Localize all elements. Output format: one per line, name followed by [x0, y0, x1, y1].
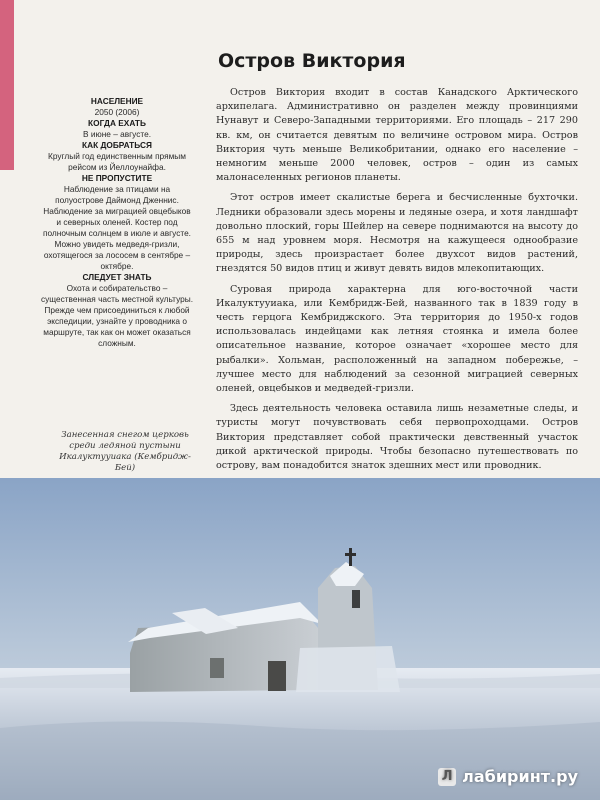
watermark	[438, 767, 578, 786]
when-label: КОГДА ЕХАТЬ	[88, 118, 146, 128]
labirint-logo-icon: Л	[438, 768, 456, 786]
dont-miss-value: Наблюдение за птицами на полуострове Даймонд Дженнис. Наблюдение за миграцией овцебыков и северных оленей. Костер под полночным солнцем в июле и августе. Можно увидеть медведя-гризли, охотящегося за лососем в сентябре – октябре.	[42, 184, 191, 271]
watermark-text: лабиринт.ру	[462, 767, 578, 786]
photo-caption: Занесенная снегом церковь среди ледяной пустыни Икалуктууиака (Кембридж-Бей)	[59, 430, 191, 473]
paragraph: Этот остров имеет скалистые берега и бесчисленные бухточки. Ледники образовали здесь морены и ледяные озера, и хотя ландшафт довольно плоский, горы Шейлер на севере поднимаются на высоту до 655 м над уровнем моря. Несмотря на кажущееся однообразие природы, здесь произрастает более двухсот видов растений, гнездятся 50 видов птиц и живут девять видов млекопитающих.	[216, 192, 578, 275]
know-label: СЛЕДУЕТ ЗНАТЬ	[82, 272, 152, 282]
accent-tab	[0, 0, 14, 170]
page-title: Остров Виктория	[218, 50, 406, 72]
paragraph: Здесь деятельность человека оставила лишь незаметные следы, и туристы могут почувствовать себя первопроходцами. Остров Виктория представляет собой практически девственный участок дикой арктической природы. Чтобы безопасно путешествовать по острову, вам понадобится знаток здешних мест или проводник.	[216, 403, 578, 472]
know-value: Охота и собирательство – существенная часть местной культуры. Прежде чем присоединиться к любой экспедиции, узнайте у проводника о маршруте, так как он может оказаться сложным.	[40, 283, 194, 348]
when-value: В июне – августе.	[83, 129, 151, 139]
population-value: 2050 (2006)	[94, 107, 140, 117]
snow-church-illustration	[0, 478, 600, 800]
paragraph: Суровая природа характерна для юго-восточной части Икалуктууиака, или Кембридж-Бей, названного так в 1839 году в честь герцога Кембриджского. Эта территория до 1950-х годов использовалась индейцами как летняя стоянка и имела более описательное название, которое означает «хорошее место для рыбалки». Хольман, расположенный на западном побережье, – лучшее место для наблюдений за сезонной миграцией северных оленей, овцебыков и медведей-гризли.	[216, 283, 578, 395]
how-value: Круглый год единственным прямым рейсом из Йеллоунайфа.	[48, 151, 186, 172]
snow-drift	[0, 721, 600, 800]
info-sidebar	[40, 96, 194, 349]
paragraph: Остров Виктория входит в состав Канадского Арктического архипелага. Административно он разделен между провинциями Нунавут и Северо-Западными территориями. Его площадь – 217 290 кв. км, он считается девятым по величине островом мира. Остров Виктория чуть меньше Великобритании, однако его население – немногим меньше 2000 человек, остров – один из самых малонаселенных регионов планеты.	[216, 87, 578, 184]
population-label: НАСЕЛЕНИЕ	[90, 96, 144, 106]
how-label: КАК ДОБРАТЬСЯ	[82, 140, 152, 150]
church-photo	[0, 478, 600, 800]
dont-miss-label: НЕ ПРОПУСТИТЕ	[81, 173, 153, 183]
article-body	[216, 86, 578, 479]
